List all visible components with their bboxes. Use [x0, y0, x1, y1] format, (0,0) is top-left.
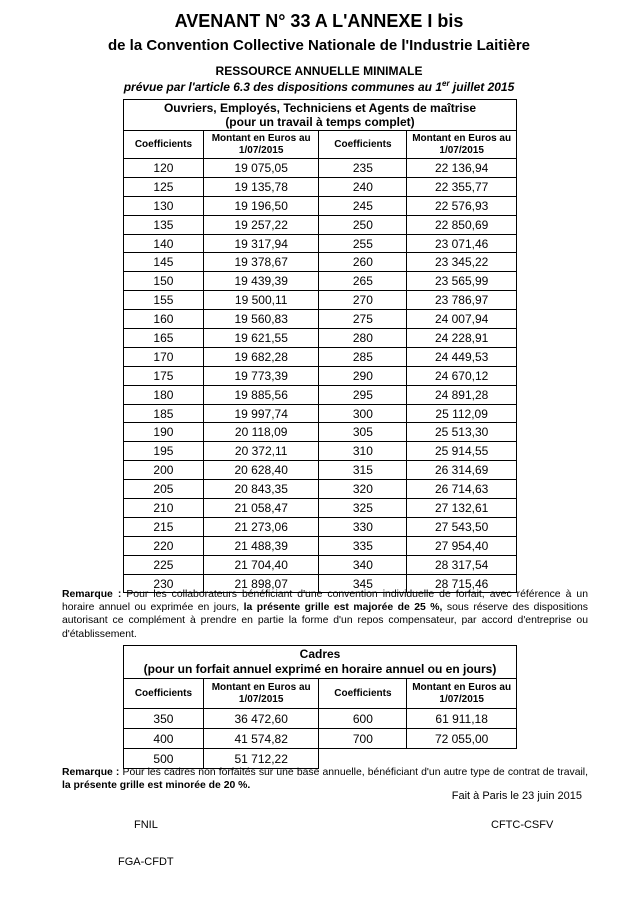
table-row	[124, 196, 517, 215]
amount-cell: 19 682,28	[203, 347, 319, 366]
amount-cell: 20 118,09	[203, 423, 319, 442]
coefficient-cell: 500	[124, 749, 204, 769]
document-title: AVENANT N° 33 A L'ANNEXE I bis	[174, 11, 464, 31]
coefficient-cell: 210	[124, 499, 204, 518]
amount-cell: 19 773,39	[203, 366, 319, 385]
amount-cell: 51 712,22	[203, 749, 319, 769]
column-header-amount: Montant en Euros au 1/07/2015	[407, 679, 517, 709]
amount-cell: 20 628,40	[203, 461, 319, 480]
amount-cell: 27 132,61	[407, 499, 517, 518]
coefficient-cell: 600	[319, 709, 407, 729]
amount-cell: 24 007,94	[407, 310, 517, 329]
table-row	[124, 709, 517, 729]
table-row	[124, 423, 517, 442]
coefficient-cell: 220	[124, 536, 204, 555]
table-row	[124, 404, 517, 423]
table-row	[124, 461, 517, 480]
amount-cell: 36 472,60	[203, 709, 319, 729]
amount-cell: 20 843,35	[203, 480, 319, 499]
coefficient-cell: 135	[124, 215, 204, 234]
amount-cell: 21 058,47	[203, 499, 319, 518]
signatory-fnil: FNIL	[134, 819, 158, 831]
amount-cell: 25 513,30	[407, 423, 517, 442]
table-ouvriers	[123, 99, 517, 593]
amount-cell: 25 112,09	[407, 404, 517, 423]
coefficient-cell: 280	[319, 329, 407, 348]
coefficient-cell: 230	[124, 574, 204, 593]
table-row	[124, 385, 517, 404]
amount-cell: 27 954,40	[407, 536, 517, 555]
coefficient-cell: 285	[319, 347, 407, 366]
amount-cell: 19 997,74	[203, 404, 319, 423]
coefficient-cell: 235	[319, 159, 407, 178]
amount-cell: 22 355,77	[407, 177, 517, 196]
amount-cell: 72 055,00	[407, 729, 517, 749]
amount-cell: 19 500,11	[203, 291, 319, 310]
column-header-amount: Montant en Euros au 1/07/2015	[407, 131, 517, 159]
amount-cell: 19 135,78	[203, 177, 319, 196]
coefficient-cell: 190	[124, 423, 204, 442]
coefficient-cell: 125	[124, 177, 204, 196]
coefficient-cell: 175	[124, 366, 204, 385]
remark-cadres: Remarque : Pour les cadres non forfaités sur une base annuelle, bénéficiant d'un autre type de contrat de travail, la présente grille est minorée de 20 %.	[62, 767, 588, 792]
coefficient-cell: 150	[124, 272, 204, 291]
table-row	[124, 310, 517, 329]
amount-cell: 21 704,40	[203, 555, 319, 574]
coefficient-cell: 180	[124, 385, 204, 404]
table-row	[124, 729, 517, 749]
amount-cell: 19 196,50	[203, 196, 319, 215]
coefficient-cell: 200	[124, 461, 204, 480]
amount-cell: 23 565,99	[407, 272, 517, 291]
coefficient-cell: 275	[319, 310, 407, 329]
coefficient-cell: 225	[124, 555, 204, 574]
amount-cell: 22 850,69	[407, 215, 517, 234]
amount-cell: 23 786,97	[407, 291, 517, 310]
amount-cell: 21 898,07	[203, 574, 319, 593]
coefficient-cell: 310	[319, 442, 407, 461]
table-cadres-header	[124, 646, 517, 679]
table-header-line: Cadres	[299, 647, 341, 661]
coefficient-cell: 330	[319, 517, 407, 536]
amount-cell: 28 715,46	[407, 574, 517, 593]
coefficient-cell: 325	[319, 499, 407, 518]
column-header-amount: Montant en Euros au 1/07/2015	[203, 131, 319, 159]
table-row	[124, 253, 517, 272]
coefficient-cell: 340	[319, 555, 407, 574]
coefficient-cell: 170	[124, 347, 204, 366]
amount-cell: 26 714,63	[407, 480, 517, 499]
amount-cell: 19 317,94	[203, 234, 319, 253]
amount-cell: 22 576,93	[407, 196, 517, 215]
amount-cell: 19 439,39	[203, 272, 319, 291]
coefficient-cell: 255	[319, 234, 407, 253]
coefficient-cell: 320	[319, 480, 407, 499]
coefficient-cell: 140	[124, 234, 204, 253]
coefficient-cell: 240	[319, 177, 407, 196]
amount-cell: 25 914,55	[407, 442, 517, 461]
table-row	[124, 442, 517, 461]
coefficient-cell: 305	[319, 423, 407, 442]
table-row	[124, 234, 517, 253]
coefficient-cell: 160	[124, 310, 204, 329]
coefficient-cell: 165	[124, 329, 204, 348]
amount-cell: 22 136,94	[407, 159, 517, 178]
coefficient-cell: 195	[124, 442, 204, 461]
coefficient-cell: 215	[124, 517, 204, 536]
amount-cell: 19 885,56	[203, 385, 319, 404]
amount-cell: 19 621,55	[203, 329, 319, 348]
amount-cell: 24 228,91	[407, 329, 517, 348]
amount-cell: 27 543,50	[407, 517, 517, 536]
table-row	[124, 536, 517, 555]
amount-cell: 23 071,46	[407, 234, 517, 253]
amount-cell: 21 488,39	[203, 536, 319, 555]
amount-cell: 28 317,54	[407, 555, 517, 574]
coefficient-cell: 260	[319, 253, 407, 272]
table-row	[124, 329, 517, 348]
table-cadres-body	[124, 709, 517, 769]
amount-cell: 24 670,12	[407, 366, 517, 385]
amount-cell: 21 273,06	[203, 517, 319, 536]
amount-cell: 26 314,69	[407, 461, 517, 480]
table-header-line: (pour un travail à temps complet)	[225, 115, 415, 129]
coefficient-cell: 315	[319, 461, 407, 480]
amount-cell: 23 345,22	[407, 253, 517, 272]
table-row	[124, 555, 517, 574]
coefficient-cell: 295	[319, 385, 407, 404]
table-row	[124, 159, 517, 178]
table-row	[124, 177, 517, 196]
coefficient-cell: 130	[124, 196, 204, 215]
amount-cell: 20 372,11	[203, 442, 319, 461]
table-ouvriers-header	[124, 100, 517, 131]
column-header-coefficients: Coefficients	[319, 131, 407, 159]
coefficient-cell: 270	[319, 291, 407, 310]
table-cadres	[123, 645, 517, 769]
table-row	[124, 499, 517, 518]
coefficient-cell: 185	[124, 404, 204, 423]
table-row	[124, 272, 517, 291]
coefficient-cell: 155	[124, 291, 204, 310]
coefficient-cell: 345	[319, 574, 407, 593]
coefficient-cell: 400	[124, 729, 204, 749]
section-title: RESSOURCE ANNUELLE MINIMALE	[215, 64, 423, 78]
signatory-fga: FGA-CFDT	[118, 856, 174, 868]
column-header-amount: Montant en Euros au 1/07/2015	[203, 679, 319, 709]
table-row	[124, 347, 517, 366]
remark-forfait: Remarque : Pour les collaborateurs bénéficiant d'une convention individuelle de forfait, avec référence à un horaire annuel ou exprimée en jours, la présente grille est majorée de 25 %, sous réserve des dispositions autorisant ce complément à prendre en partie la forme d'un repos compensateur, par accord d'entreprise ou d'établissement.	[62, 589, 588, 640]
section-subtitle: prévue par l'article 6.3 des dispositions communes au 1er juillet 2015	[123, 79, 515, 94]
document-subtitle: de la Convention Collective Nationale de l'Industrie Laitière	[108, 37, 530, 54]
amount-cell: 24 449,53	[407, 347, 517, 366]
coefficient-cell: 265	[319, 272, 407, 291]
coefficient-cell: 290	[319, 366, 407, 385]
coefficient-cell: 700	[319, 729, 407, 749]
table-row	[124, 480, 517, 499]
coefficient-cell: 335	[319, 536, 407, 555]
table-header-line: (pour un forfait annuel exprimé en horaire annuel ou en jours)	[143, 662, 497, 676]
column-header-coefficients: Coefficients	[124, 679, 204, 709]
table-row	[124, 517, 517, 536]
signature-date: Fait à Paris le 23 juin 2015	[451, 790, 582, 802]
table-ouvriers-body	[124, 159, 517, 593]
column-header-coefficients: Coefficients	[319, 679, 407, 709]
column-header-coefficients: Coefficients	[124, 131, 204, 159]
coefficient-cell: 300	[319, 404, 407, 423]
coefficient-cell: 250	[319, 215, 407, 234]
table-row	[124, 291, 517, 310]
amount-cell: 19 378,67	[203, 253, 319, 272]
coefficient-cell: 120	[124, 159, 204, 178]
signatory-cftc: CFTC-CSFV	[491, 819, 554, 831]
amount-cell: 19 257,22	[203, 215, 319, 234]
amount-cell: 24 891,28	[407, 385, 517, 404]
amount-cell: 41 574,82	[203, 729, 319, 749]
coefficient-cell: 145	[124, 253, 204, 272]
amount-cell: 19 075,05	[203, 159, 319, 178]
coefficient-cell: 245	[319, 196, 407, 215]
table-header-line: Ouvriers, Employés, Techniciens et Agents de maîtrise	[163, 101, 477, 115]
amount-cell: 61 911,18	[407, 709, 517, 729]
coefficient-cell: 205	[124, 480, 204, 499]
amount-cell: 19 560,83	[203, 310, 319, 329]
coefficient-cell: 350	[124, 709, 204, 729]
table-row	[124, 215, 517, 234]
table-row	[124, 366, 517, 385]
